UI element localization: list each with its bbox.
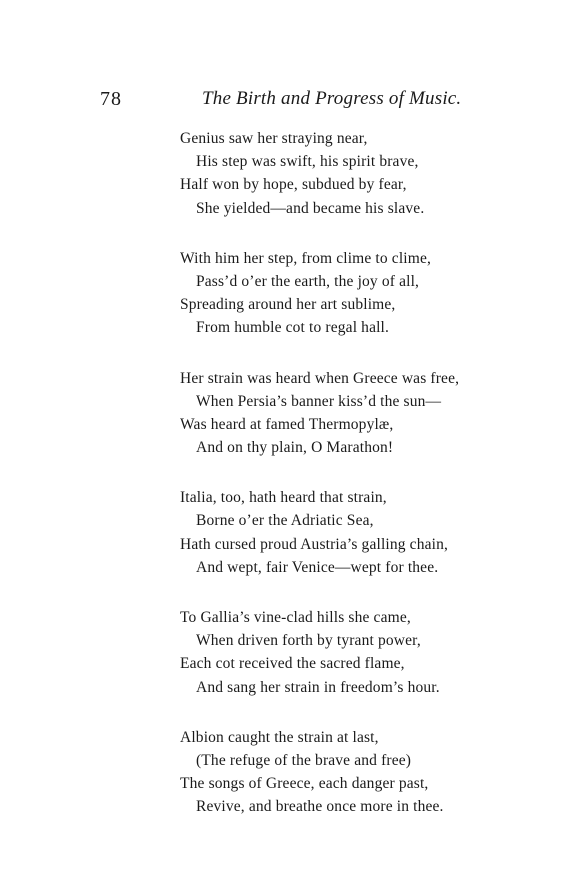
poem-line: Albion caught the strain at last, [180,728,379,746]
poem-line: Spreading around her art sublime, [180,296,396,314]
stanza-2 [0,247,576,340]
running-head [0,88,576,118]
poem-line: Pass’d o’er the earth, the joy of all, [196,272,420,290]
poem-line: Her strain was heard when Greece was free, [180,369,460,387]
poem-line: When driven forth by tyrant power, [196,632,421,650]
poem-line: Each cot received the sacred flame, [180,655,405,673]
stanza-4 [0,486,576,579]
poem-line: And sang her strain in freedom’s hour. [196,678,440,696]
poem-line: Borne o’er the Adriatic Sea, [196,512,374,530]
poem-line: Genius saw her straying near, [180,130,368,147]
poem-line: The songs of Greece, each danger past, [180,775,429,793]
stanza-6 [0,726,576,819]
poem-line: From humble cot to regal hall. [196,319,390,337]
poem-line: And wept, fair Venice—wept for thee. [196,558,439,576]
poem-line: Half won by hope, subdued by fear, [180,176,407,194]
poem-line: When Persia’s banner kiss’d the sun— [196,392,442,410]
poem [0,127,576,846]
poem-line: His step was swift, his spirit brave, [196,153,419,171]
poem-line: She yielded—and became his slave. [196,199,425,217]
poem-line: To Gallia’s vine-clad hills she came, [180,609,411,626]
stanza-3 [0,367,576,460]
poem-line: (The refuge of the brave and free) [196,751,412,769]
page-number: 78 [100,88,122,110]
stanza-1 [0,127,576,220]
poem-line: Hath cursed proud Austria’s galling chain, [180,535,449,553]
running-title: The Birth and Progress of Music. [202,88,462,109]
poem-line: With him her step, from clime to clime, [180,249,432,267]
poem-line: Was heard at famed Thermopylæ, [180,415,394,433]
poem-line: Revive, and breathe once more in thee. [196,798,444,816]
stanza-5 [0,606,576,699]
poem-line: And on thy plain, O Marathon! [196,439,394,457]
poem-line: Italia, too, hath heard that strain, [180,489,387,507]
